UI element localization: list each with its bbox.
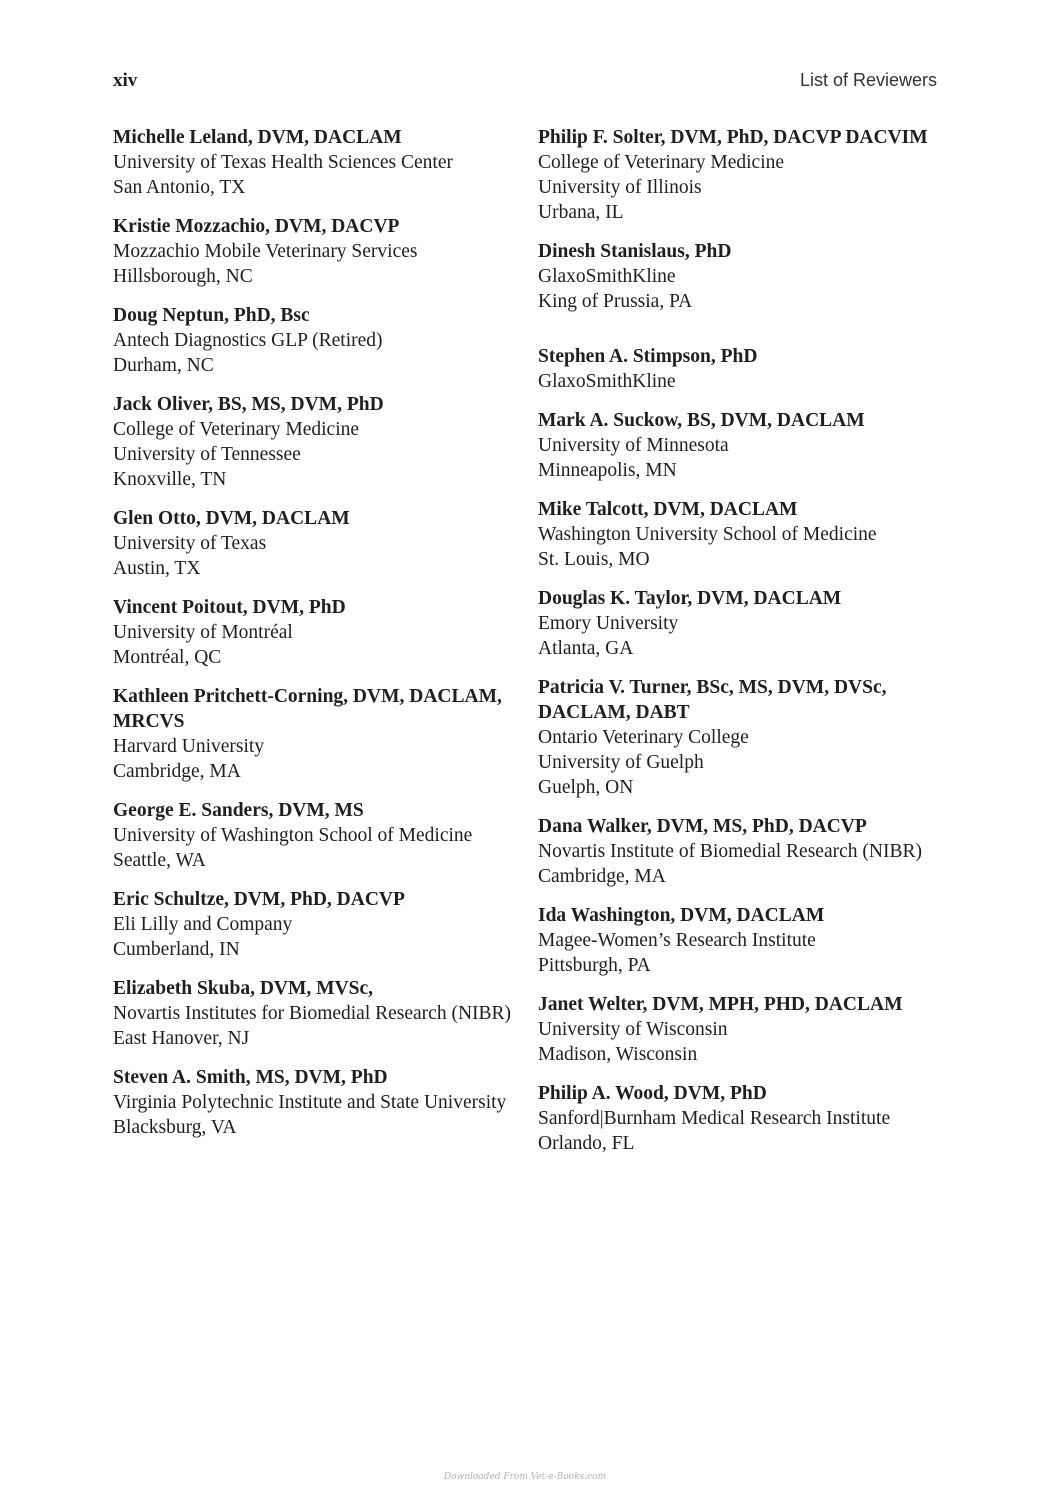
reviewer-entry <box>113 303 513 378</box>
reviewer-entry <box>538 1081 938 1156</box>
reviewer-affiliation-line: GlaxoSmithKline <box>538 266 676 287</box>
reviewer-affiliation-line: College of Veterinary Medicine <box>538 152 785 173</box>
reviewer-entry <box>538 497 938 572</box>
reviewer-affiliation-line: Orlando, FL <box>538 1133 635 1154</box>
reviewer-name: Mike Talcott, DVM, DACLAM <box>538 499 798 520</box>
reviewer-entry <box>538 239 938 314</box>
reviewer-name: Jack Oliver, BS, MS, DVM, PhD <box>113 394 384 415</box>
reviewer-entry <box>113 1065 513 1140</box>
reviewer-entry <box>113 976 513 1051</box>
reviewer-entry <box>113 595 513 670</box>
reviewer-entry <box>113 684 513 784</box>
reviewer-name: Douglas K. Taylor, DVM, DACLAM <box>538 588 842 609</box>
reviewer-affiliation-line: San Antonio, TX <box>113 177 246 198</box>
page-number: xiv <box>113 70 138 91</box>
reviewer-affiliation-line: Pittsburgh, PA <box>538 955 651 976</box>
reviewer-affiliation-line: Cambridge, MA <box>113 761 241 782</box>
reviewer-entry <box>113 392 513 492</box>
reviewer-entry <box>538 814 938 889</box>
reviewer-entry <box>113 887 513 962</box>
reviewer-name: Ida Washington, DVM, DACLAM <box>538 905 825 926</box>
reviewer-affiliation-line: Harvard University <box>113 736 265 757</box>
reviewer-affiliation-line: Emory University <box>538 613 679 634</box>
reviewer-name: Dana Walker, DVM, MS, PhD, DACVP <box>538 816 867 837</box>
reviewer-affiliation-line: GlaxoSmithKline <box>538 371 676 392</box>
reviewer-affiliation-line: University of Guelph <box>538 752 704 773</box>
reviewer-entry <box>538 903 938 978</box>
reviewer-affiliation-line: Montréal, QC <box>113 647 222 668</box>
reviewer-name: Kristie Mozzachio, DVM, DACVP <box>113 216 400 237</box>
reviewers-left-column <box>113 125 513 1154</box>
reviewer-affiliation-line: Blacksburg, VA <box>113 1117 237 1138</box>
reviewer-affiliation-line: Antech Diagnostics GLP (Retired) <box>113 330 383 351</box>
reviewer-affiliation-line: East Hanover, NJ <box>113 1028 250 1049</box>
reviewer-name: Mark A. Suckow, BS, DVM, DACLAM <box>538 410 865 431</box>
reviewer-affiliation-line: Guelph, ON <box>538 777 634 798</box>
reviewer-affiliation-line: University of Illinois <box>538 177 702 198</box>
reviewer-entry <box>538 408 938 483</box>
running-title: List of Reviewers <box>799 70 937 90</box>
reviewer-name: George E. Sanders, DVM, MS <box>113 800 364 821</box>
reviewer-entry <box>113 125 513 200</box>
reviewer-name: Steven A. Smith, MS, DVM, PhD <box>113 1067 388 1088</box>
reviewer-affiliation-line: Cumberland, IN <box>113 939 240 960</box>
reviewer-affiliation-line: Eli Lilly and Company <box>113 914 293 935</box>
reviewer-affiliation-line: University of Tennessee <box>113 444 301 465</box>
reviewer-name: Dinesh Stanislaus, PhD <box>538 241 732 262</box>
reviewer-name: Elizabeth Skuba, DVM, MVSc, <box>113 978 374 999</box>
reviewer-affiliation-line: University of Texas Health Sciences Center <box>113 152 453 173</box>
reviewer-entry <box>113 506 513 581</box>
reviewer-affiliation-line: Madison, Wisconsin <box>538 1044 698 1065</box>
reviewer-affiliation-line: Hillsborough, NC <box>113 266 253 287</box>
reviewer-affiliation-line: Washington University School of Medicine <box>538 524 877 545</box>
reviewer-entry <box>538 125 938 225</box>
reviewer-affiliation-line: Durham, NC <box>113 355 214 376</box>
reviewer-affiliation-line: Ontario Veterinary College <box>538 727 749 748</box>
reviewer-affiliation-line: College of Veterinary Medicine <box>113 419 360 440</box>
reviewer-affiliation-line: Mozzachio Mobile Veterinary Services <box>113 241 418 262</box>
reviewer-affiliation-line: University of Minnesota <box>538 435 729 456</box>
download-watermark: Downloaded From Vet-e-Books.com <box>443 1472 607 1482</box>
reviewer-entry <box>538 344 938 394</box>
reviewer-affiliation-line: Austin, TX <box>113 558 201 579</box>
reviewer-name: Philip F. Solter, DVM, PhD, DACVP DACVIM <box>538 127 928 148</box>
reviewer-name: Doug Neptun, PhD, Bsc <box>113 305 310 326</box>
reviewer-entry <box>538 992 938 1067</box>
reviewer-affiliation-line: University of Washington School of Medicine <box>113 825 473 846</box>
reviewer-name: Patricia V. Turner, BSc, MS, DVM, DVSc, DACLAM, DABT <box>538 677 887 723</box>
reviewer-affiliation-line: Magee-Women’s Research Institute <box>538 930 816 951</box>
reviewer-entry <box>538 675 938 800</box>
reviewer-affiliation-line: University of Texas <box>113 533 267 554</box>
reviewer-affiliation-line: Minneapolis, MN <box>538 460 677 481</box>
reviewer-name: Stephen A. Stimpson, PhD <box>538 346 758 367</box>
reviewer-entry <box>113 214 513 289</box>
reviewer-affiliation-line: Virginia Polytechnic Institute and State University <box>113 1092 507 1113</box>
reviewer-name: Michelle Leland, DVM, DACLAM <box>113 127 402 148</box>
reviewer-entry <box>538 586 938 661</box>
reviewer-affiliation-line: Urbana, IL <box>538 202 624 223</box>
reviewer-entry <box>113 798 513 873</box>
reviewer-affiliation-line: Seattle, WA <box>113 850 206 871</box>
reviewer-affiliation-line: Novartis Institutes for Biomedial Research (NIBR) <box>113 1003 512 1024</box>
reviewer-name: Kathleen Pritchett-Corning, DVM, DACLAM, MRCVS <box>113 686 502 732</box>
reviewers-right-column <box>538 125 938 1170</box>
reviewer-affiliation-line: University of Montréal <box>113 622 293 643</box>
reviewer-affiliation-line: Sanford|Burnham Medical Research Institute <box>538 1108 891 1129</box>
reviewer-affiliation-line: Atlanta, GA <box>538 638 634 659</box>
reviewer-name: Glen Otto, DVM, DACLAM <box>113 508 350 529</box>
reviewer-name: Janet Welter, DVM, MPH, PHD, DACLAM <box>538 994 903 1015</box>
reviewer-affiliation-line: Knoxville, TN <box>113 469 227 490</box>
reviewer-name: Vincent Poitout, DVM, PhD <box>113 597 346 618</box>
reviewer-name: Eric Schultze, DVM, PhD, DACVP <box>113 889 405 910</box>
reviewer-affiliation-line: Cambridge, MA <box>538 866 666 887</box>
reviewer-affiliation-line: Novartis Institute of Biomedial Research (NIBR) <box>538 841 922 862</box>
reviewer-affiliation-line: St. Louis, MO <box>538 549 650 570</box>
reviewer-name: Philip A. Wood, DVM, PhD <box>538 1083 767 1104</box>
page-header <box>113 70 937 96</box>
reviewer-affiliation-line: University of Wisconsin <box>538 1019 728 1040</box>
reviewer-affiliation-line: King of Prussia, PA <box>538 291 693 312</box>
